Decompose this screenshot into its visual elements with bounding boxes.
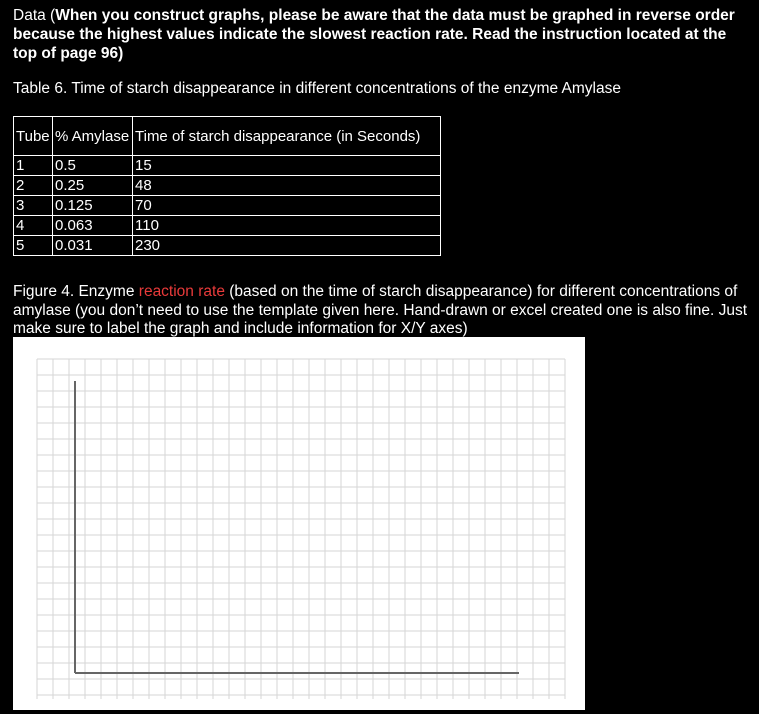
- figure-caption-end: (based on the time of starch disappearance) for different concentrations of amylase (you don’t need to use the template given here. Hand-drawn or excel created one is also fine. Just make sure to label the graph and include information for X/Y axes): [13, 283, 748, 337]
- data-label: Data (: [13, 7, 56, 24]
- cell-time: 70: [133, 196, 441, 216]
- cell-tube: 3: [14, 196, 53, 216]
- cell-tube: 4: [14, 216, 53, 236]
- grid-lines: [37, 359, 565, 699]
- table-caption: Table 6. Time of starch disappearance in different concentrations of the enzyme Amylase: [13, 80, 621, 97]
- cell-time: 15: [133, 156, 441, 176]
- cell-amylase: 0.5: [53, 156, 133, 176]
- data-instructions: [13, 6, 743, 63]
- cell-tube: 5: [14, 236, 53, 256]
- cell-tube: 1: [14, 156, 53, 176]
- header-tube: Tube: [14, 117, 53, 156]
- table-row: [14, 176, 441, 196]
- cell-time: 110: [133, 216, 441, 236]
- starch-disappearance-table: [13, 116, 441, 256]
- reverse-order-instruction: When you construct graphs, please be aware that the data must be graphed in reverse order because the highest values indicate the slowest reaction rate. Read the instruction located at the top of page 96): [13, 7, 735, 62]
- graph-template: [13, 337, 585, 710]
- cell-amylase: 0.063: [53, 216, 133, 236]
- table-header-row: [14, 117, 441, 156]
- reaction-rate-highlight: reaction rate: [138, 283, 225, 300]
- table-row: [14, 156, 441, 176]
- figure-caption-start: Figure 4. Enzyme: [13, 283, 139, 300]
- cell-amylase: 0.125: [53, 196, 133, 216]
- table-row: [14, 196, 441, 216]
- cell-amylase: 0.031: [53, 236, 133, 256]
- graph-grid-canvas: [13, 337, 585, 710]
- cell-tube: 2: [14, 176, 53, 196]
- header-amylase: % Amylase: [53, 117, 133, 156]
- cell-time: 230: [133, 236, 441, 256]
- table-row: [14, 216, 441, 236]
- table-row: [14, 236, 441, 256]
- cell-time: 48: [133, 176, 441, 196]
- cell-amylase: 0.25: [53, 176, 133, 196]
- header-time: Time of starch disappearance (in Seconds): [133, 117, 441, 156]
- figure-caption: [13, 283, 748, 339]
